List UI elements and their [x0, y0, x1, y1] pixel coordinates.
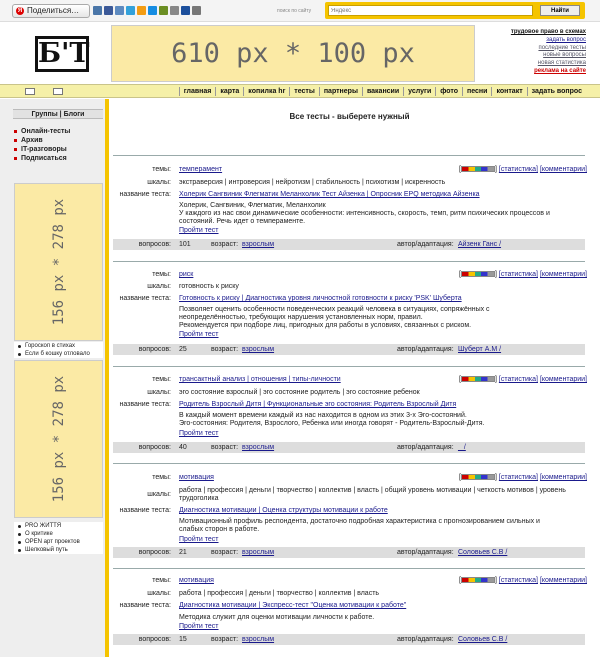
comments-link[interactable]: [комментарии]	[539, 376, 587, 383]
sidebar-item-online-tests[interactable]: Онлайн-тесты	[14, 127, 104, 136]
rating-bar[interactable]	[461, 577, 495, 583]
search-label: поиск по сайту	[277, 8, 312, 14]
nav-hr[interactable]: копилка hr	[243, 87, 289, 96]
scales-value: работа | профессия | деньги | творчество | коллектив | власть	[179, 590, 380, 597]
scales-label: шкалы:	[147, 389, 171, 396]
rating-bar[interactable]	[461, 376, 495, 382]
divider	[113, 155, 585, 156]
take-test-link[interactable]: Пройти тест	[179, 331, 219, 338]
scales-value: готовность к риску	[179, 283, 239, 290]
themes-link[interactable]: трансактный анализ | отношения | типы-личности	[179, 376, 341, 383]
themes-link[interactable]: темперамент	[179, 166, 223, 173]
rating-bar[interactable]	[461, 474, 495, 480]
test-actions: ] [статистика] [комментарии]	[442, 166, 587, 174]
nav-contact[interactable]: контакт	[491, 87, 526, 96]
print-icon[interactable]	[192, 6, 201, 15]
test-name-label: название теста:	[119, 295, 171, 302]
test-description: Холерик, Сангвиник, Флегматик, Меланхолик	[179, 202, 326, 209]
age-link[interactable]: взрослым	[242, 241, 275, 248]
test-description: Мотивационный профиль респондента, достаточно подробная характеристика с прогнозированием сильных и	[179, 518, 540, 525]
author-label: автор/адаптация:	[397, 241, 454, 248]
nav-services[interactable]: услуги	[403, 87, 435, 96]
comments-link[interactable]: [комментарии]	[539, 166, 587, 173]
nav-vacancies[interactable]: вакансии	[362, 87, 403, 96]
sidebar-link-pro[interactable]: PRO ЖИТТЯ	[14, 522, 103, 530]
questions-count: 25	[179, 346, 187, 353]
take-test-link[interactable]: Пройти тест	[179, 623, 219, 630]
nav-home[interactable]: главная	[179, 87, 216, 96]
test-description: У каждого из нас свои динамические особенности: интенсивность, скорость, темп, ритм психических процессов и	[179, 210, 550, 217]
author-link[interactable]: Соловьев С.В /	[458, 636, 508, 643]
search-button[interactable]: Найти	[540, 5, 580, 16]
comments-link[interactable]: [комментарии]	[539, 271, 587, 278]
header-link-new-questions[interactable]: новые вопросы	[543, 52, 586, 59]
test-name-link[interactable]: Диагностика мотивации | Экспресс-тест "Оценка мотивации к работе"	[179, 602, 407, 609]
questions-count: 15	[179, 636, 187, 643]
themes-link[interactable]: мотивация	[179, 577, 214, 584]
age-link[interactable]: взрослым	[242, 346, 275, 353]
test-footer	[113, 634, 585, 645]
test-actions: ] [статистика] [комментарии]	[442, 474, 587, 482]
take-test-link[interactable]: Пройти тест	[179, 430, 219, 437]
questions-count: 21	[179, 549, 187, 556]
author-link[interactable]: Соловьев С.В /	[458, 549, 508, 556]
header-link-labor-law[interactable]: трудовое право в схемах	[510, 29, 586, 35]
groups-blogs-header[interactable]: Группы | Блоги	[13, 109, 103, 119]
sidebar-link-horoscope[interactable]: Гороскоп в стихах	[14, 342, 103, 350]
page-title: Все тесты - выберете нужный	[289, 112, 410, 121]
top-banner[interactable]: 610 px * 100 px	[111, 25, 475, 82]
scales-value: экстраверсия | интроверсия | нейротизм | стабильность | психотизм | искренность	[179, 179, 446, 186]
author-label: автор/адаптация:	[397, 444, 454, 451]
themes-label: темы:	[152, 271, 171, 278]
test-name-label: название теста:	[119, 401, 171, 408]
sidebar-item-subscribe[interactable]: Подписаться	[14, 154, 104, 163]
sidebar-links-1	[14, 342, 103, 358]
sidebar-stripe	[105, 99, 109, 657]
nav-songs[interactable]: песни	[462, 87, 491, 96]
test-description: В каждый момент времени каждый из нас находится в одном из этих 3-х Эго-состояний.	[179, 412, 467, 419]
author-label: автор/адаптация:	[397, 346, 454, 353]
sidebar-link-cat[interactable]: Если б кошку отловало	[14, 350, 103, 358]
test-actions: ] [статистика] [комментарии]	[442, 577, 587, 585]
nav-icons	[25, 88, 63, 95]
author-link[interactable]: Айзенк Ганс /	[458, 241, 502, 248]
test-description: Рекомендуется при подборе лиц, пригодных для работы в условиях, связанных с риском.	[179, 322, 472, 329]
age-link[interactable]: взрослым	[242, 549, 275, 556]
test-name-label: название теста:	[119, 507, 171, 514]
questions-count: 101	[179, 241, 191, 248]
age-label: возраст:	[211, 549, 239, 556]
test-actions: ] [статистика] [комментарии]	[442, 271, 587, 279]
test-description: неопределённостью, требующих нарушения установленных норм, правил.	[179, 314, 423, 321]
share-toolbar	[0, 0, 600, 22]
test-description: состояний. Речь идет о темпераменте.	[179, 218, 306, 225]
author-label: автор/адаптация:	[397, 636, 454, 643]
divider	[113, 366, 585, 367]
divider	[113, 261, 585, 262]
vk-icon[interactable]	[93, 6, 102, 15]
test-name-label: название теста:	[119, 602, 171, 609]
nav-map[interactable]: карта	[215, 87, 243, 96]
divider	[113, 568, 585, 569]
header-link-ask[interactable]: задать вопрос	[546, 36, 586, 43]
stats-link[interactable]: [статистика]	[498, 166, 538, 173]
test-name-link[interactable]: Диагностика мотивации | Оценка структуры мотивации к работе	[179, 507, 388, 514]
sidebar-item-it[interactable]: IT-разговоры	[14, 145, 104, 154]
odnoklassniki-icon[interactable]	[137, 6, 146, 15]
sidebar-link-silk-road[interactable]: Шелковый путь	[14, 546, 103, 554]
test-description: Методика служит для оценки мотивации личности к работе.	[179, 614, 375, 621]
test-description: слабых сторон в работе.	[179, 526, 260, 533]
themes-label: темы:	[152, 474, 171, 481]
email-icon[interactable]	[181, 6, 190, 15]
scales-label: шкалы:	[147, 179, 171, 186]
test-actions: ] [статистика] [комментарии]	[442, 376, 587, 384]
author-label: автор/адаптация:	[397, 549, 454, 556]
take-test-link[interactable]: Пройти тест	[179, 227, 219, 234]
questions-label: вопросов:	[138, 346, 171, 353]
sidebar-banner-1[interactable]: 156 px * 278 px	[14, 183, 103, 341]
moimir-icon[interactable]	[148, 6, 157, 15]
sidebar-banner-2[interactable]: 156 px * 278 px	[14, 360, 103, 518]
sidebar-link-open-art[interactable]: OPEN арт проектов	[14, 538, 103, 546]
test-name-label: название теста:	[119, 191, 171, 198]
sidebar	[0, 99, 108, 657]
stats-link[interactable]: [статистика]	[498, 577, 538, 584]
age-link[interactable]: взрослым	[242, 636, 275, 643]
test-name-link[interactable]: Холерик Сангвиник Флегматик Меланхолик Тест Айзенка | Опросник EPQ методика Айзенка	[179, 191, 480, 198]
themes-link[interactable]: риск	[179, 271, 194, 278]
nav-photo[interactable]: фото	[435, 87, 462, 96]
author-link[interactable]: Шуберт А.М /	[458, 346, 502, 353]
link-icon[interactable]	[170, 6, 179, 15]
stats-link[interactable]: [статистика]	[498, 376, 538, 383]
test-description: Эго-состояния: Родителя, Взрослого, Ребенка или иногда говорят - Родитель-Взрослый-Дитя.	[179, 420, 485, 427]
comments-link[interactable]: [комментарии]	[539, 577, 587, 584]
share-button[interactable]: Я Поделиться…	[12, 4, 90, 18]
scales-value: работа | профессия | деньги | творчество | коллектив | власть | общий уровень мотивации | четкость мотивов | уровень трудоголика	[179, 487, 566, 502]
rating-bar[interactable]	[461, 166, 495, 172]
twitter-icon[interactable]	[126, 6, 135, 15]
stats-link[interactable]: [статистика]	[498, 271, 538, 278]
nav-links	[179, 87, 586, 96]
themes-link[interactable]: мотивация	[179, 474, 214, 481]
themes-label: темы:	[152, 376, 171, 383]
questions-count: 40	[179, 444, 187, 451]
scales-label: шкалы:	[147, 491, 171, 498]
divider	[113, 463, 585, 464]
test-footer	[113, 344, 585, 355]
header-link-new-stats[interactable]: новая статистика	[537, 60, 586, 67]
test-description: Позволяет оценить особенности поведенческих реакций человека в ситуациях, сопряжённых с	[179, 306, 490, 313]
social-icons	[93, 6, 201, 15]
age-label: возраст:	[211, 444, 239, 451]
scales-value: эго состояние взрослый | эго состояние родитель | эго состояние ребенок	[179, 389, 420, 396]
main-nav	[0, 84, 600, 98]
age-link[interactable]: взрослым	[242, 444, 275, 451]
questions-label: вопросов:	[138, 444, 171, 451]
age-label: возраст:	[211, 241, 239, 248]
author-link[interactable]: _ /	[458, 444, 466, 451]
nav-partners[interactable]: партнеры	[319, 87, 362, 96]
sidebar-link-critique[interactable]: О критике	[14, 530, 103, 538]
age-label: возраст:	[211, 346, 239, 353]
home-icon[interactable]	[25, 88, 35, 95]
livejournal-icon[interactable]	[115, 6, 124, 15]
site-logo[interactable]: Б'Т	[35, 36, 89, 72]
header-link-ads[interactable]: реклама на сайте	[534, 67, 586, 74]
facebook-icon[interactable]	[104, 6, 113, 15]
themes-label: темы:	[152, 166, 171, 173]
search-input[interactable]	[328, 5, 533, 16]
nav-tests[interactable]: тесты	[289, 87, 319, 96]
rating-bar[interactable]	[461, 271, 495, 277]
header-links	[480, 29, 586, 76]
stats-link[interactable]: [статистика]	[498, 474, 538, 481]
test-name-link[interactable]: Готовность к риску | Диагностика уровня личностной готовности к риску 'PSK' Шуберта	[179, 295, 462, 302]
scales-label: шкалы:	[147, 283, 171, 290]
test-footer	[113, 442, 585, 453]
age-label: возраст:	[211, 636, 239, 643]
site-header	[0, 23, 600, 83]
bookmark-icon[interactable]	[159, 6, 168, 15]
take-test-link[interactable]: Пройти тест	[179, 536, 219, 543]
questions-label: вопросов:	[138, 549, 171, 556]
yandex-icon: Я	[17, 8, 23, 14]
test-footer	[113, 547, 585, 558]
test-name-link[interactable]: Родитель Взрослый Дитя | Функциональные эго состояния: Родитель Взрослый Дитя	[179, 401, 457, 408]
themes-label: темы:	[152, 577, 171, 584]
comments-link[interactable]: [комментарии]	[539, 474, 587, 481]
mail-icon[interactable]	[53, 88, 63, 95]
sidebar-item-archive[interactable]: Архив	[14, 136, 104, 145]
scales-label: шкалы:	[147, 590, 171, 597]
nav-ask[interactable]: задать вопрос	[527, 87, 586, 96]
questions-label: вопросов:	[138, 241, 171, 248]
sidebar-links-2	[14, 522, 103, 554]
header-link-latest-tests[interactable]: последние тесты	[538, 44, 586, 51]
questions-label: вопросов:	[138, 636, 171, 643]
test-footer	[113, 239, 585, 250]
main-content	[112, 99, 587, 657]
search-form	[325, 2, 585, 19]
sidebar-menu	[14, 127, 104, 163]
